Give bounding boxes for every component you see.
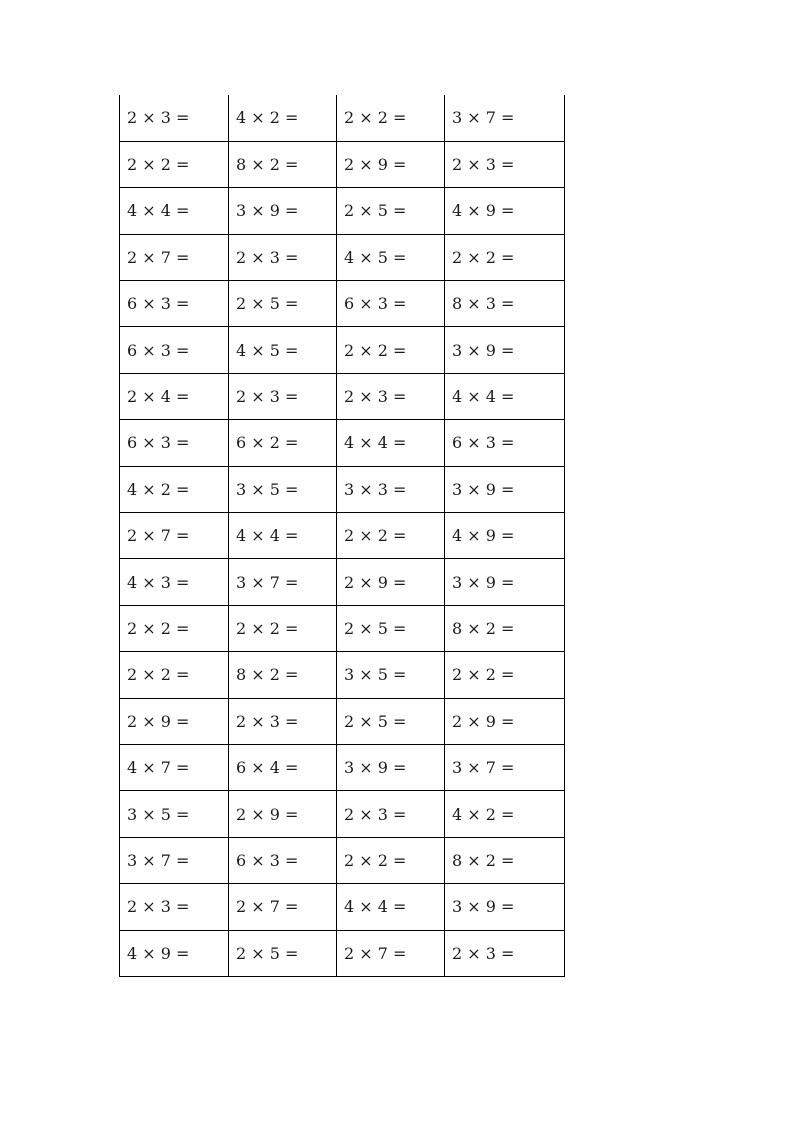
problem-cell: 6 × 2 =: [229, 420, 337, 466]
table-row: [120, 373, 565, 419]
problem-cell: 2 × 9 =: [445, 698, 565, 744]
problem-cell: 2 × 3 =: [120, 884, 229, 930]
problem-cell: 2 × 3 =: [445, 141, 565, 187]
problem-cell: 3 × 9 =: [337, 744, 445, 790]
problem-cell: 4 × 9 =: [120, 930, 229, 976]
problem-cell: 4 × 4 =: [337, 420, 445, 466]
problem-cell: 3 × 5 =: [229, 466, 337, 512]
table-row: [120, 513, 565, 559]
table-row: [120, 327, 565, 373]
problem-cell: 8 × 2 =: [445, 837, 565, 883]
problem-cell: 3 × 5 =: [337, 652, 445, 698]
problem-cell: 2 × 3 =: [229, 373, 337, 419]
problem-cell: 2 × 3 =: [337, 791, 445, 837]
problem-cell: 6 × 3 =: [120, 420, 229, 466]
problem-cell: 4 × 2 =: [445, 791, 565, 837]
table-row: [120, 930, 565, 976]
problem-cell: 8 × 2 =: [229, 652, 337, 698]
problem-cell: 3 × 9 =: [445, 466, 565, 512]
problem-cell: 6 × 3 =: [120, 327, 229, 373]
problem-cell: 6 × 4 =: [229, 744, 337, 790]
problem-cell: 4 × 3 =: [120, 559, 229, 605]
problem-cell: 2 × 5 =: [229, 930, 337, 976]
problem-cell: 8 × 2 =: [229, 141, 337, 187]
table-row: [120, 652, 565, 698]
problem-cell: 2 × 3 =: [229, 698, 337, 744]
problem-cell: 3 × 9 =: [445, 559, 565, 605]
problem-cell: 2 × 2 =: [445, 234, 565, 280]
table-row: [120, 188, 565, 234]
problem-cell: 3 × 9 =: [445, 884, 565, 930]
table-row: [120, 605, 565, 651]
table-row: [120, 698, 565, 744]
problem-cell: 2 × 3 =: [229, 234, 337, 280]
problem-cell: 2 × 4 =: [120, 373, 229, 419]
table-row: [120, 791, 565, 837]
multiplication-worksheet-table: [119, 95, 565, 977]
problem-cell: 2 × 5 =: [337, 188, 445, 234]
problem-cell: 4 × 9 =: [445, 188, 565, 234]
problem-cell: 3 × 7 =: [445, 95, 565, 141]
problem-cell: 2 × 2 =: [445, 652, 565, 698]
table-row: [120, 95, 565, 141]
problem-cell: 2 × 2 =: [120, 605, 229, 651]
problem-cell: 3 × 7 =: [120, 837, 229, 883]
problem-cell: 3 × 9 =: [229, 188, 337, 234]
table-row: [120, 466, 565, 512]
problem-cell: 4 × 4 =: [120, 188, 229, 234]
problem-cell: 2 × 7 =: [120, 234, 229, 280]
problem-cell: 2 × 2 =: [337, 513, 445, 559]
problem-cell: 3 × 3 =: [337, 466, 445, 512]
problem-cell: 2 × 2 =: [337, 837, 445, 883]
problem-cell: 4 × 2 =: [229, 95, 337, 141]
problem-cell: 4 × 4 =: [229, 513, 337, 559]
problem-cell: 6 × 3 =: [120, 281, 229, 327]
table-row: [120, 559, 565, 605]
problem-cell: 2 × 5 =: [337, 605, 445, 651]
problem-cell: 4 × 5 =: [229, 327, 337, 373]
problem-cell: 2 × 9 =: [120, 698, 229, 744]
table-row: [120, 141, 565, 187]
problem-cell: 2 × 9 =: [229, 791, 337, 837]
table-row: [120, 234, 565, 280]
table-row: [120, 884, 565, 930]
table-row: [120, 744, 565, 790]
problem-cell: 3 × 7 =: [229, 559, 337, 605]
table-row: [120, 281, 565, 327]
problem-cell: 2 × 2 =: [229, 605, 337, 651]
problem-cell: 3 × 7 =: [445, 744, 565, 790]
problem-cell: 2 × 2 =: [337, 327, 445, 373]
problem-cell: 4 × 5 =: [337, 234, 445, 280]
table-row: [120, 837, 565, 883]
problem-cell: 2 × 9 =: [337, 141, 445, 187]
worksheet-body: [120, 95, 565, 976]
problem-cell: 3 × 5 =: [120, 791, 229, 837]
problem-cell: 4 × 2 =: [120, 466, 229, 512]
problem-cell: 2 × 7 =: [229, 884, 337, 930]
problem-cell: 4 × 7 =: [120, 744, 229, 790]
problem-cell: 2 × 2 =: [120, 652, 229, 698]
problem-cell: 6 × 3 =: [445, 420, 565, 466]
problem-cell: 2 × 5 =: [337, 698, 445, 744]
table-row: [120, 420, 565, 466]
problem-cell: 2 × 2 =: [120, 141, 229, 187]
problem-cell: 2 × 7 =: [337, 930, 445, 976]
problem-cell: 2 × 5 =: [229, 281, 337, 327]
problem-cell: 6 × 3 =: [229, 837, 337, 883]
problem-cell: 4 × 9 =: [445, 513, 565, 559]
problem-cell: 2 × 2 =: [337, 95, 445, 141]
problem-cell: 8 × 2 =: [445, 605, 565, 651]
problem-cell: 2 × 7 =: [120, 513, 229, 559]
problem-cell: 4 × 4 =: [337, 884, 445, 930]
problem-cell: 2 × 3 =: [120, 95, 229, 141]
problem-cell: 2 × 3 =: [337, 373, 445, 419]
problem-cell: 4 × 4 =: [445, 373, 565, 419]
problem-cell: 6 × 3 =: [337, 281, 445, 327]
problem-cell: 3 × 9 =: [445, 327, 565, 373]
problem-cell: 8 × 3 =: [445, 281, 565, 327]
problem-cell: 2 × 9 =: [337, 559, 445, 605]
problem-cell: 2 × 3 =: [445, 930, 565, 976]
